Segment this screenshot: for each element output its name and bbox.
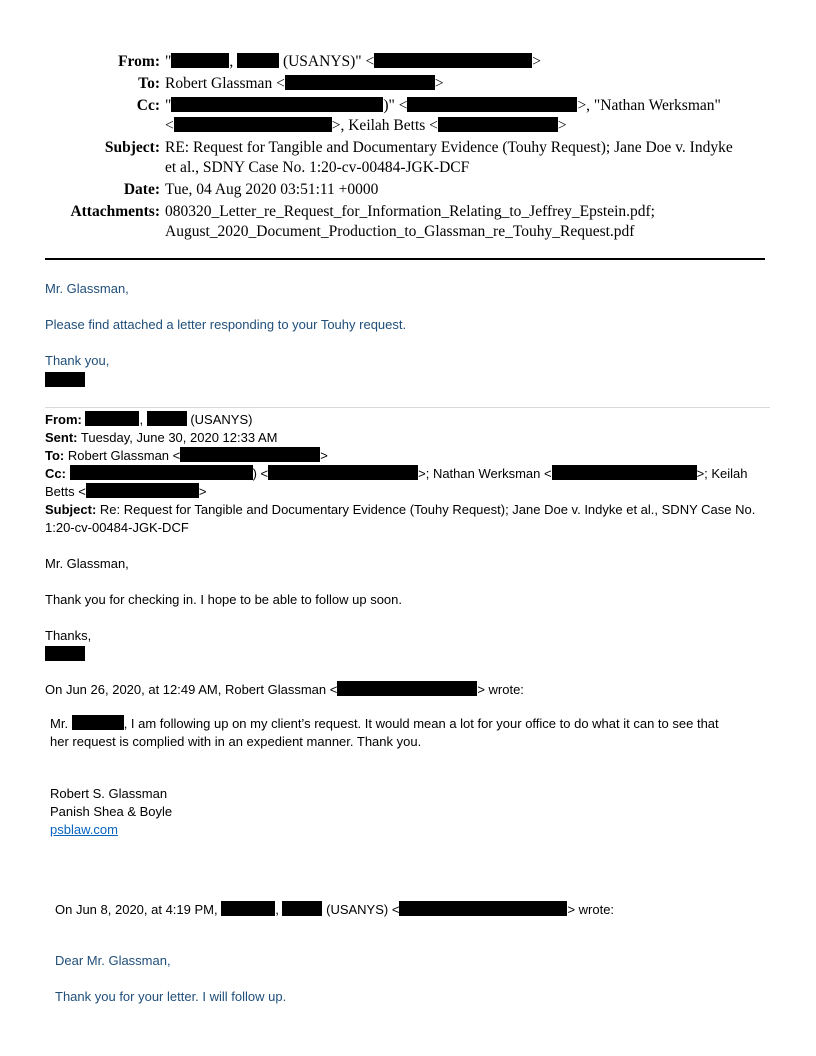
redaction-block — [268, 465, 418, 480]
cc-nathan: >, "Nathan Werksman" — [577, 97, 721, 114]
redaction-block — [285, 75, 435, 90]
cc-label: Cc: — [136, 97, 160, 114]
psblaw-link[interactable]: psblaw.com — [50, 822, 118, 837]
quote2-attribution-pre: On Jun 8, 2020, at 4:19 PM, — [55, 902, 218, 917]
from-comma: , — [229, 53, 234, 70]
redaction-block — [552, 465, 697, 480]
header-divider — [45, 258, 765, 260]
date-label: Date: — [123, 181, 160, 198]
prior-subject-line-1: Re: Request for Tangible and Documentary Evidence (Touhy Request); Jane Doe v. Indyke et al., SDNY Case No. — [99, 502, 756, 517]
prior-body: Thank you for checking in. I hope to be able to follow up soon. — [45, 592, 403, 607]
prior-subject-label: Subject: — [45, 502, 97, 517]
prior-cc — [45, 465, 770, 501]
prior-subject-line-2: 1:20-cv-00484-JGK-DCF — [45, 520, 189, 535]
cc-close: > — [557, 117, 567, 134]
cc-mid: )" < — [383, 97, 408, 114]
redaction-block — [237, 53, 279, 68]
header-attachments-row — [0, 202, 816, 242]
cc-quote: " — [165, 97, 172, 114]
quote1-body-mr: Mr. — [50, 716, 69, 731]
quote2-attribution-comma: , — [275, 902, 279, 917]
message-separator — [45, 407, 770, 408]
redaction-block — [221, 901, 275, 916]
quote1-body-line-1: , I am following up on my client’s request. It would mean a lot for your office to do what it can to see that — [123, 716, 719, 731]
header-cc-row — [0, 96, 816, 136]
quote1-attribution-pre: On Jun 26, 2020, at 12:49 AM, Robert Glassman < — [45, 682, 338, 697]
redaction-block — [337, 681, 477, 696]
from-quote: " — [165, 53, 172, 70]
redaction-block — [171, 53, 229, 68]
prior-greeting: Mr. Glassman, — [45, 556, 129, 571]
reply-closing: Thank you, — [45, 353, 110, 368]
prior-cc-mid: ) < — [252, 466, 269, 481]
prior-cc-nathan: >; Nathan Werksman < — [418, 466, 552, 481]
prior-to-close: > — [320, 448, 328, 463]
redaction-block — [72, 715, 124, 730]
prior-from — [45, 411, 252, 429]
prior-sent-value: Tuesday, June 30, 2020 12:33 AM — [80, 430, 278, 445]
redaction-block — [180, 447, 320, 462]
attachment-1: 080320_Letter_re_Request_for_Information_Relating_to_Jeffrey_Epstein.pdf; — [165, 203, 655, 220]
quote1-sig-name: Robert S. Glassman — [50, 786, 168, 801]
from-agency: (USANYS)" < — [282, 53, 375, 70]
redaction-block — [45, 372, 85, 387]
prior-signature — [45, 646, 85, 664]
header-from-row — [0, 52, 816, 72]
prior-cc-close: > — [198, 484, 207, 499]
reply-signature — [45, 372, 85, 390]
prior-sent-label: Sent: — [45, 430, 78, 445]
redaction-block — [174, 117, 332, 132]
from-close: > — [532, 53, 541, 70]
prior-to-label: To: — [45, 448, 65, 463]
header-to-row — [0, 74, 816, 94]
quote1-body — [50, 715, 770, 751]
message-header — [0, 52, 816, 242]
prior-cc-keilah: >; Keilah — [696, 466, 748, 481]
redaction-block — [399, 901, 567, 916]
prior-from-comma: , — [139, 412, 144, 427]
to-name: Robert Glassman < — [165, 75, 285, 92]
prior-cc-label: Cc: — [45, 466, 66, 481]
redaction-block — [85, 411, 139, 426]
header-date-row — [0, 180, 816, 200]
subject-line-1: RE: Request for Tangible and Documentary Evidence (Touhy Request); Jane Doe v. Indyke — [165, 139, 733, 156]
prior-sent — [45, 429, 277, 447]
attachment-2: August_2020_Document_Production_to_Glassman_re_Touhy_Request.pdf — [165, 223, 635, 240]
quote2-body: Thank you for your letter. I will follow up. — [55, 989, 287, 1004]
cc-keilah: >, Keilah Betts < — [331, 117, 438, 134]
redaction-block — [438, 117, 558, 132]
redaction-block — [86, 483, 199, 498]
quote2-greeting: Dear Mr. Glassman, — [55, 953, 171, 968]
prior-to — [45, 447, 328, 465]
reply-greeting: Mr. Glassman, — [45, 281, 129, 296]
to-close: > — [434, 75, 444, 92]
prior-from-label: From: — [45, 412, 82, 427]
prior-from-agency: (USANYS) — [190, 412, 253, 427]
attachments-label: Attachments: — [70, 203, 160, 220]
prior-cc-betts: Betts < — [45, 484, 86, 499]
header-subject-row — [0, 138, 816, 178]
prior-closing: Thanks, — [45, 628, 92, 643]
redaction-block — [171, 97, 383, 112]
prior-subject — [45, 501, 770, 537]
quote2-attribution — [55, 901, 614, 919]
redaction-block — [282, 901, 322, 916]
redaction-block — [45, 646, 85, 661]
to-label: To: — [138, 75, 160, 92]
quote1-body-line-2: her request is complied with in an expedient manner. Thank you. — [50, 734, 422, 749]
date-value: Tue, 04 Aug 2020 03:51:11 +0000 — [165, 181, 379, 198]
quote1-attribution — [45, 681, 524, 699]
subject-line-2: et al., SDNY Case No. 1:20-cv-00484-JGK-DCF — [165, 159, 470, 176]
quote1-attribution-post: > wrote: — [477, 682, 524, 697]
reply-body: Please find attached a letter responding to your Touhy request. — [45, 317, 407, 332]
redaction-block — [70, 465, 253, 480]
prior-to-value: Robert Glassman < — [67, 448, 181, 463]
from-label: From: — [118, 53, 160, 70]
quote1-sig-firm: Panish Shea & Boyle — [50, 804, 173, 819]
redaction-block — [147, 411, 187, 426]
redaction-block — [407, 97, 577, 112]
quote2-attribution-agency: (USANYS) < — [326, 902, 400, 917]
redaction-block — [374, 53, 532, 68]
quote2-attribution-post: > wrote: — [567, 902, 615, 917]
cc-lt: < — [165, 117, 174, 134]
subject-label: Subject: — [104, 139, 160, 156]
